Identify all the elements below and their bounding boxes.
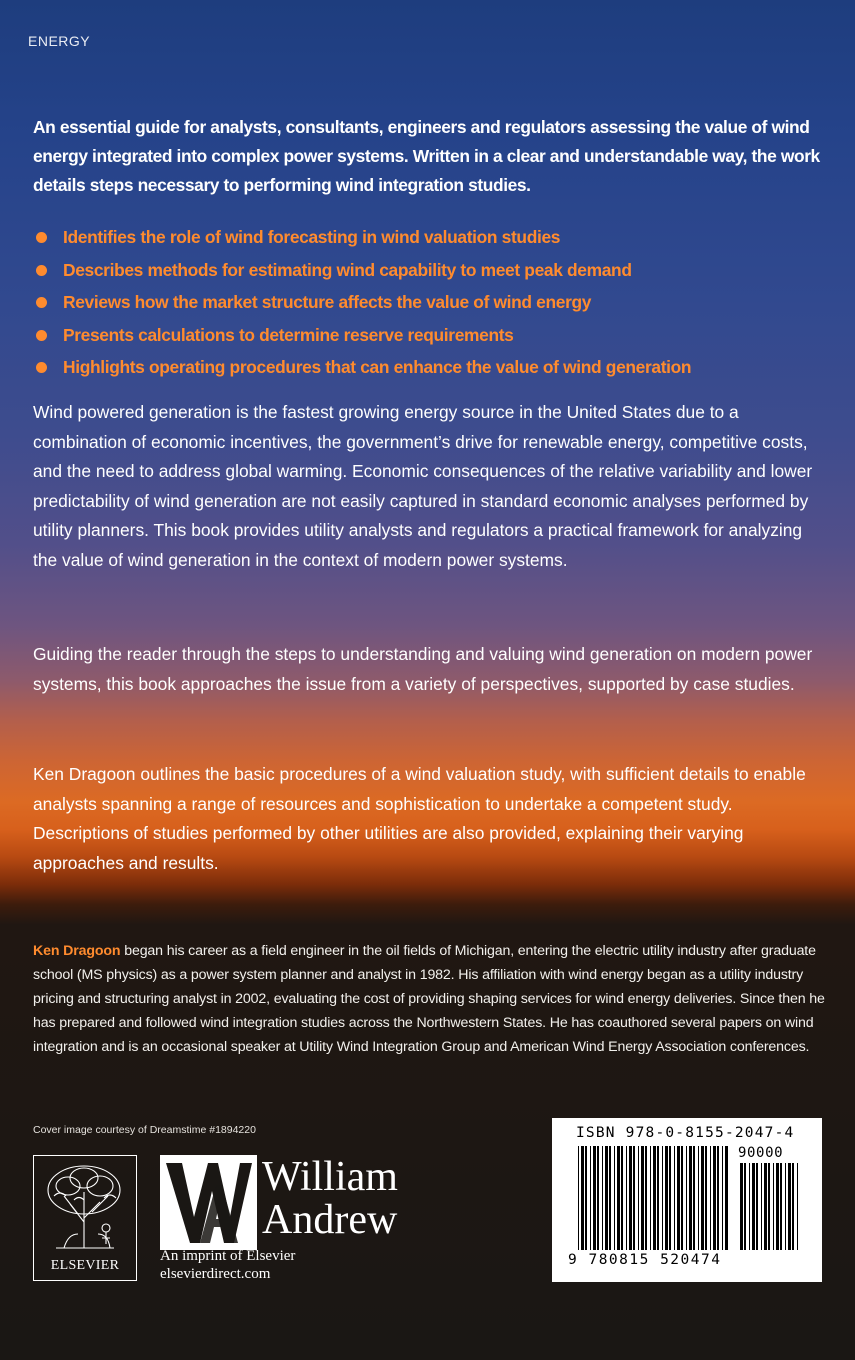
barcode-bar <box>602 1146 603 1250</box>
tree-logo-icon <box>34 1156 136 1256</box>
barcode-bar <box>581 1146 584 1250</box>
description-paragraph: Ken Dragoon outlines the basic procedures of a wind valuation study, with sufficient details to enable analysts spanning a range of resources and sophistication to undertake a competent study. Descriptions of studies performed by other utilities are also provided, explaining their varying approaches and results. <box>33 764 806 873</box>
barcode-bar <box>669 1146 671 1250</box>
barcode-bar <box>605 1146 608 1250</box>
elsevier-wordmark: ELSEVIER <box>50 1258 120 1273</box>
barcode-bar <box>650 1146 651 1250</box>
barcode-bar <box>657 1146 659 1250</box>
barcode-bar <box>710 1146 711 1250</box>
barcode-bar <box>722 1146 723 1250</box>
feature-item: Describes methods for estimating wind capability to meet peak demand <box>33 254 833 287</box>
barcode-icon <box>578 1146 728 1250</box>
barcode-bar <box>590 1146 591 1250</box>
barcode-bar <box>641 1146 644 1250</box>
barcode-bar <box>780 1163 782 1250</box>
barcode-bar <box>633 1146 635 1250</box>
barcode-bar <box>768 1163 770 1250</box>
imprint-name-line1: William <box>262 1154 398 1200</box>
barcode-bar <box>740 1163 743 1250</box>
barcode-bar <box>788 1163 791 1250</box>
imprint-name-line2: Andrew <box>262 1197 398 1243</box>
isbn-number: ISBN 978-0-8155-2047-4 <box>576 1125 795 1141</box>
barcode-bar <box>585 1146 587 1250</box>
barcode-bar <box>725 1146 728 1250</box>
barcode-bar <box>744 1163 746 1250</box>
barcode-bar <box>752 1163 755 1250</box>
barcode-bar <box>776 1163 779 1250</box>
barcode-bar <box>614 1146 615 1250</box>
feature-item: Identifies the role of wind forecasting in wind valuation studies <box>33 221 833 254</box>
description-paragraph: Wind powered generation is the fastest growing energy source in the United States due to a combination of economic incentives, the government’s drive for renewable energy, competitive costs, and the need to address global warming. Economic consequences of the relative variability and lower predictability of wind generation are not easily captured in standard economic analyses performed by utility planners. This book provides utility analysts and regulators a practical framework for analyzing the value of wind generation in the context of modern power systems. <box>33 402 813 570</box>
barcode-bar <box>705 1146 707 1250</box>
barcode-bar <box>597 1146 599 1250</box>
barcode-bar <box>609 1146 611 1250</box>
barcode-bar <box>792 1163 794 1250</box>
barcode-bar <box>638 1146 639 1250</box>
bullet-icon <box>36 265 47 276</box>
barcode-bar <box>674 1146 675 1250</box>
feature-item: Presents calculations to determine reserve requirements <box>33 319 833 352</box>
barcode-bar <box>617 1146 620 1250</box>
publisher-url[interactable]: elsevierdirect.com <box>160 1266 271 1282</box>
feature-item: Reviews how the market structure affects the value of wind energy <box>33 286 833 319</box>
bullet-icon <box>36 362 47 373</box>
barcode-bar <box>764 1163 767 1250</box>
barcode-bar <box>677 1146 680 1250</box>
barcode-bar <box>785 1163 786 1250</box>
barcode-bar <box>773 1163 774 1250</box>
barcode-bar <box>626 1146 627 1250</box>
description-paragraph: Guiding the reader through the steps to understanding and valuing wind generation on modern power systems, this book approaches the issue from a variety of perspectives, supported by case studies. <box>33 644 813 694</box>
bullet-icon <box>36 330 47 341</box>
category-label: ENERGY <box>28 33 91 49</box>
barcode-bar <box>693 1146 695 1250</box>
author-bio <box>33 939 833 1059</box>
barcode-bar <box>653 1146 656 1250</box>
barcode-bar <box>686 1146 687 1250</box>
isbn-barcode-box <box>552 1118 822 1282</box>
barcode-bar <box>645 1146 647 1250</box>
barcode-bar <box>665 1146 668 1250</box>
author-bio-text: began his career as a field engineer in the oil fields of Michigan, entering the electric utility industry after graduate school (MS physics) as a power system planner and analyst in 1982. His affiliation with wind energy began as a utility industry pricing and structuring analyst in 2002, evaluating the cost of providing shaping services for wind energy deliveries. Since then he has prepared and followed wind integration studies across the Northwestern States. He has coauthored several papers on wind integration and is an occasional speaker at Utility Wind Integration Group and American Wind Energy Association conferences. <box>33 943 825 1055</box>
barcode-addon-icon <box>740 1163 800 1250</box>
barcode-bar <box>689 1146 692 1250</box>
bullet-icon <box>36 297 47 308</box>
barcode-bar <box>578 1146 579 1250</box>
wa-monogram-icon <box>160 1155 257 1250</box>
barcode-bar <box>717 1146 719 1250</box>
price-code: 90000 <box>738 1145 784 1161</box>
barcode-bar <box>698 1146 699 1250</box>
barcode-bar <box>681 1146 683 1250</box>
barcode-bar <box>756 1163 758 1250</box>
feature-item: Highlights operating procedures that can enhance the value of wind generation <box>33 351 833 384</box>
barcode-bar <box>593 1146 596 1250</box>
barcode-bar <box>662 1146 663 1250</box>
feature-list <box>33 221 833 384</box>
imprint-tagline: An imprint of Elsevier <box>160 1248 296 1264</box>
cover-credit: Cover image courtesy of Dreamstime #1894220 <box>33 1124 256 1136</box>
barcode-bar <box>701 1146 704 1250</box>
author-name: Ken Dragoon <box>33 943 121 959</box>
barcode-bar <box>621 1146 623 1250</box>
barcode-bar <box>761 1163 762 1250</box>
elsevier-logo <box>33 1155 137 1281</box>
barcode-bar <box>629 1146 632 1250</box>
ean-number: 9 780815 520474 <box>568 1252 722 1268</box>
intro-blurb: An essential guide for analysts, consultants, engineers and regulators assessing the value of wind energy integrated into complex power systems. Written in a clear and understandable way, the work details steps necessary to performing wind integration studies. <box>33 117 820 195</box>
barcode-bar <box>749 1163 750 1250</box>
bullet-icon <box>36 232 47 243</box>
barcode-bar <box>713 1146 716 1250</box>
barcode-bar <box>797 1163 798 1250</box>
